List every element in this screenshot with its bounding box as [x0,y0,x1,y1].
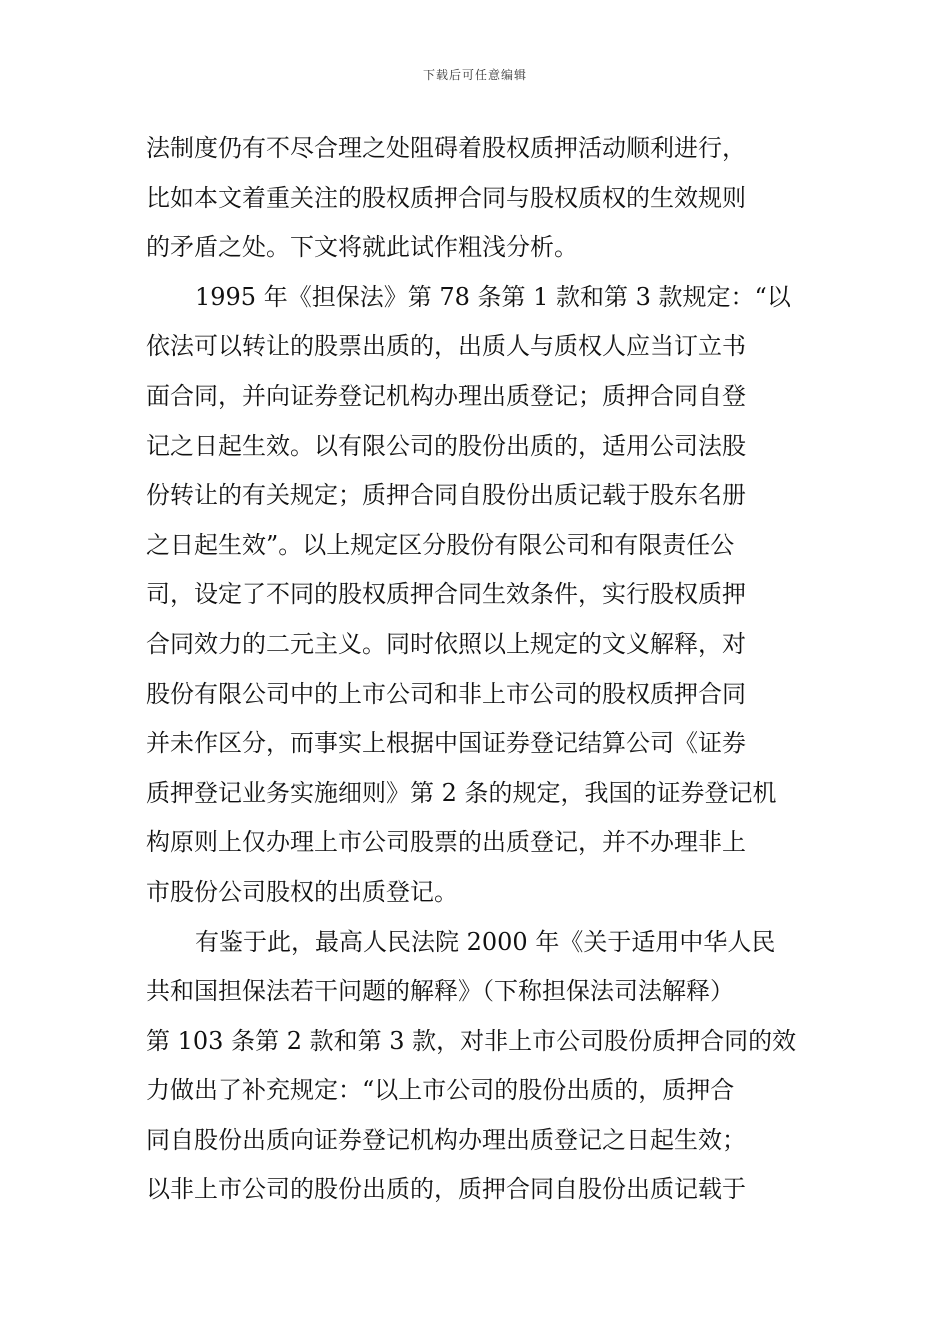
text-line: 同自股份出质向证券登记机构办理出质登记之日起生效； [146,1125,746,1154]
text-line: 法制度仍有不尽合理之处阻碍着股权质押活动顺利进行， [146,134,746,162]
text-line: 股份有限公司中的上市公司和非上市公司的股权质押合同 [146,679,746,708]
text-line: 以非上市公司的股份出质的，质押合同自股份出质记载于 [146,1175,746,1204]
paragraph-start-line: 1995 年《担保法》第 78 条第 1 款和第 3 款规定：“以 [195,282,791,311]
text-line: 比如本文着重关注的股权质押合同与股权质权的生效规则 [146,183,746,212]
text-line: 构原则上仅办理上市公司股票的出质登记，并不办理非上 [146,828,746,857]
text-line: 并未作区分，而事实上根据中国证券登记结算公司《证券 [146,729,746,758]
paragraph-start-line: 有鉴于此，最高人民法院 2000 年《关于适用中华人民 [195,927,776,956]
text-line: 依法可以转让的股票出质的，出质人与质权人应当订立书 [146,332,746,361]
text-line: 司，设定了不同的股权质押合同生效条件，实行股权质押 [146,580,746,609]
text-line: 份转让的有关规定；质押合同自股份出质记载于股东名册 [146,481,746,510]
text-line: 力做出了补充规定：“以上市公司的股份出质的，质押合 [146,1076,735,1105]
text-line: 面合同，并向证券登记机构办理出质登记；质押合同自登 [146,381,746,410]
text-line: 质押登记业务实施细则》第 2 条的规定，我国的证券登记机 [146,778,777,807]
text-line: 共和国担保法若干问题的解释》（下称担保法司法解释） [146,977,734,1006]
document-body [146,124,816,1215]
text-line: 之日起生效”。以上规定区分股份有限公司和有限责任公 [146,530,735,559]
text-line: 第 103 条第 2 款和第 3 款，对非上市公司股份质押合同的效 [146,1026,797,1055]
text-line: 市股份公司股权的出质登记。 [146,877,458,906]
text-line: 记之日起生效。以有限公司的股份出质的，适用公司法股 [146,431,746,460]
text-line: 合同效力的二元主义。同时依照以上规定的文义解释，对 [146,629,746,658]
page-header: 下载后可任意编辑 [422,68,527,82]
text-line: 的矛盾之处。下文将就此试作粗浅分析。 [146,233,578,262]
